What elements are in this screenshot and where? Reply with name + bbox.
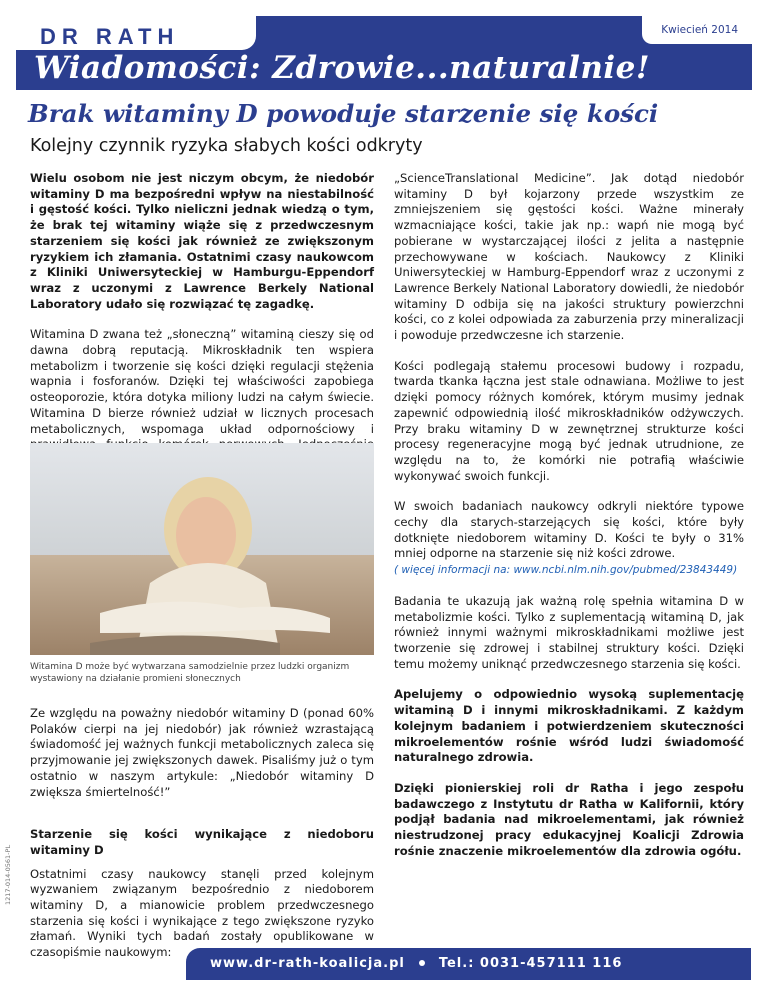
intro-paragraph: Wielu osobom nie jest niczym obcym, że niedobór witaminy D ma bezpośredni wpływ na niestabilność i gęstość kości. Tylko nieliczni jednak wiedzą o tym, że brak tej witaminy wiąże się z przedwczesnym starzeniem się kości jak również ze zwiększonym ryzykiem ich złamania. Ostatnimi czasy naukowcom z Kliniki Uniwersyteckiej w Hamburgu-Eppendorf wraz z uczonymi z Lawrence Berkely National Laboratory udało się rozwiązać tę zagadkę. <box>30 171 374 311</box>
reference-link[interactable]: ( więcej informacji na: www.ncbi.nlm.nih.gov/pubmed/23843449) <box>394 564 738 577</box>
reference-line <box>394 562 744 579</box>
website-link[interactable]: www.dr-rath-koalicja.pl <box>210 956 405 971</box>
body-paragraph: Kości podlegają stałemu procesowi budowy i rozpadu, twarda tkanka łączna jest stale odnawiana. Możliwe to jest dzięki pomocy różnych komórek, którym musimy jednak zapewnić odpowiednią ilość mikroskładników odżywczych. Przy braku witaminy D w zewnętrznej strukturze kości procesy regeneracyjne mogą być jednak utrudnione, ze względu na to, że komórki nie potrafią właściwie wykonywać swoich funkcji. <box>394 358 744 483</box>
body-paragraph: Ze względu na poważny niedobór witaminy D (ponad 60% Polaków cierpi na jej niedobór) jak również wzrastającą świadomość jej ważnych funkcji metabolicznych zaleca się przyjmowanie jej zwiększonych dawek. Pisaliśmy już o tym ostatnio w naszym artykule: „Niedobór witaminy D zwiększa śmiertelność!” <box>30 706 374 799</box>
photo-caption: Witamina D może być wytwarzana samodzielnie przez ludzki organizm wystawiony na działanie promieni słonecznych <box>30 662 350 684</box>
footer <box>0 940 768 994</box>
article-photo <box>30 443 374 655</box>
article-subtitle: Kolejny czynnik ryzyka słabych kości odkryty <box>30 136 423 156</box>
document-code: 1217-014-0561-PL <box>4 844 12 905</box>
body-paragraph: Badania te ukazują jak ważną rolę spełnia witamina D w metabolizmie kości. Tylko z suplementacją witaminą D, jak również innymi ważnymi mikroskładnikami możliwe jest tworzenie się zdrowej i stabilnej struktury kości. Dzięki temu możemy uniknąć przedwczesnego starzenia się kości. <box>394 593 744 671</box>
closing-paragraph: Dzięki pionierskiej roli dr Ratha i jego zespołu badawczego z Instytutu dr Ratha w Kalifornii, który podjął badania nad mikroelementami, jak również niestrudzonej pracy edukacyjnej Koalicji Zdrowia rośnie znaczenie mikroelementów dla zdrowia ogółu. <box>394 780 744 858</box>
brand-name: DR RATH <box>40 24 180 49</box>
newsletter-tagline: Wiadomości: Zdrowie...naturalnie! <box>34 50 651 86</box>
footer-contact <box>210 956 622 971</box>
woman-on-beach-illustration <box>30 443 374 655</box>
body-paragraph: „ScienceTranslational Medicine”. Jak dotąd niedobór witaminy D był kojarzony przede wszystkim ze zmniejszeniem się gęstości kości. Ważne minerały wzmacniające kości, takie jak np.: wapń nie mogą być pobierane w wystarczającej ilości z jelita a następnie przechowywane w kościach. Naukowcy z Kliniki Uniwersyteckiej w Hamburg-Eppendorf wraz z uczonymi z Lawrence Berkely National Laboratory dowiedli, że niedobór witaminy D odbija się na jakości struktury powierzchni kości, co z kolei odpowiada za zaburzenia przy mineralizacji i powoduje przedwczesne ich starzenie. <box>394 171 744 343</box>
left-column-bottom <box>30 706 374 961</box>
appeal-paragraph: Apelujemy o odpowiednio wysoką suplementację witaminą D i innymi mikroskładnikami. Z każdym kolejnym badaniem i potwierdzeniem skuteczności mikroelementów rośnie wśród ludzi świadomość naturalnego zdrowia. <box>394 687 744 765</box>
issue-date: Kwiecień 2014 <box>661 24 738 36</box>
article-title: Brak witaminy D powoduje starzenie się kości <box>28 99 659 128</box>
left-column-top <box>30 171 374 469</box>
body-paragraph: Ostatnimi czasy naukowcy stanęli przed kolejnym wyzwaniem związanym bezpośrednio z niedoborem witaminy D, a mianowicie problem przedwczesnego starzenia się kości i wynikające z tego zwiększone ryzyko złamań. Wyniki tych badań zostały opublikowane w czasopiśmie naukowym: <box>30 866 374 960</box>
right-column <box>394 171 744 859</box>
section-heading: Starzenie się kości wynikające z niedoboru witaminy D <box>30 827 374 857</box>
bullet-separator-icon <box>419 960 425 966</box>
phone-number: Tel.: 0031-457111 116 <box>438 956 623 971</box>
body-paragraph: W swoich badaniach naukowcy odkryli niektóre typowe cechy dla starych-starzejących się kości, które były dotknięte niedoborem witaminy D. Kości te były o 31% mniej odporne na starzenie się niż kości zdrowe. <box>394 499 744 561</box>
body-paragraph: Witamina D zwana też „słoneczną” witaminą cieszy się od dawna dobrą reputacją. Mikroskładnik ten wspiera metabolizm i tworzenie się kości dzięki regulacji stężenia wapnia i fosforanów. Dzięki tej właściwości zapobiega osteoporozie, która dotyka miliony ludzi na całym świecie. Witamina D bierze również udział w licznych procesach metabolicznych, wspomaga układ odpornościowy i <box>30 327 374 436</box>
